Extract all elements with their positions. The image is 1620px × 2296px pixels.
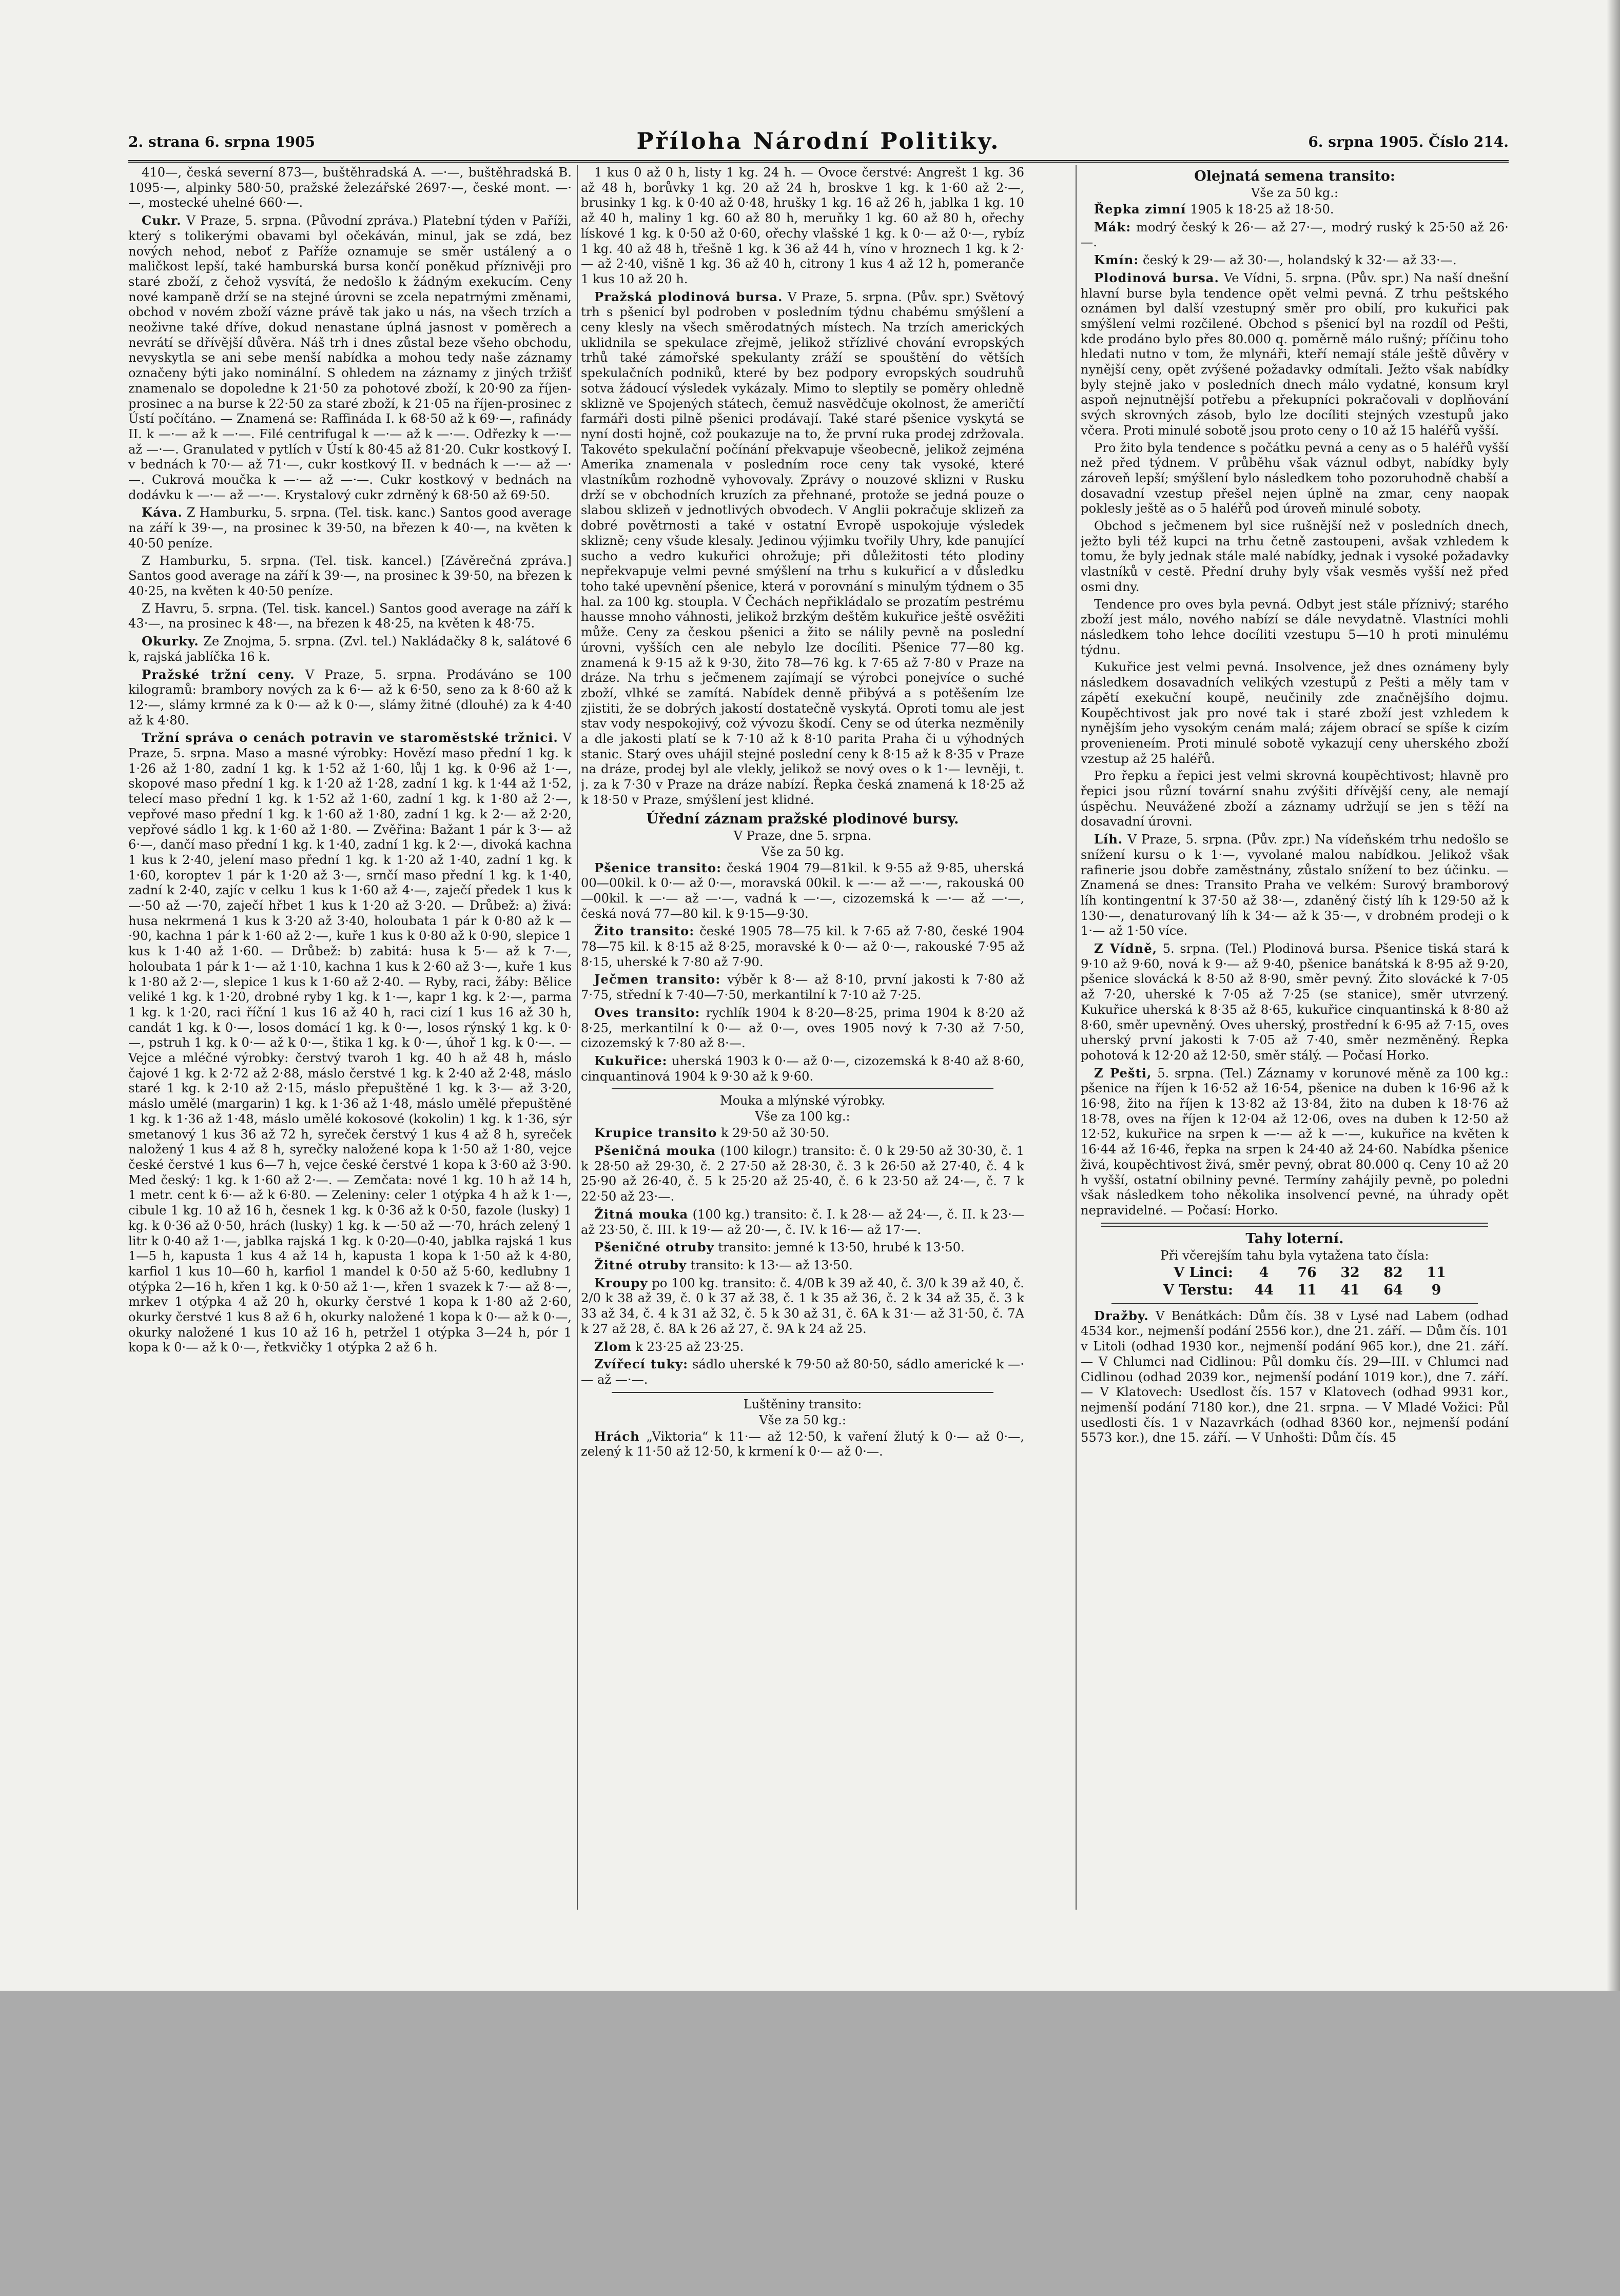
header-right: 6. srpna 1905. Číslo 214. [1308,133,1509,150]
lottery-city: V Terstu: [1163,1282,1233,1298]
article-paragraph [581,1429,1024,1460]
paragraph-lead: Kukuřice: [594,1053,668,1068]
paragraph-text: Ve Vídni, 5. srpna. (Pův. spr.) Na naší dnešní hlavní burse byla tendence opět velmi pevná. Z trhu peštského oznámen byl další vzestupný směr pro obilí, pro kukuřici pak smýšlení velmi rozčilené. Obchod s pšenicí byl na rozdíl od Pešti, kde prodáno bylo přes 80.000 q. poměrně málo rušný; příčinu toho hledati nutno v tom, že mlynáři, kteří nemají stále ještě důvěry v nynější ceny, opět zvýšené požadavky odmítali. Ježto však nabídky byly stejně jako v posledních dnech málo vydatné, konsum kryl aspoň nejnutnější potřebu a překupníci pokračovali v doplňování svých skrovných zásob, bylo lze docíliti stejných vzestupů jako včera. Proti minulé sobotě jsou proto ceny o 10 až 15 haléřů vyšší. [1081,270,1509,438]
header-left: 2. strana 6. srpna 1905 [128,133,316,150]
article-paragraph [581,924,1024,970]
paragraph-text: transito: k 13·— až 13·50. [690,1258,853,1272]
article-paragraph [1081,220,1509,250]
article-paragraph [1081,1308,1509,1446]
paragraph-text: k 29·50 až 30·50. [720,1126,830,1141]
article-paragraph [128,554,572,599]
article-paragraph [128,601,572,632]
article-paragraph [1081,202,1509,218]
lottery-number: 9 [1431,1282,1441,1298]
paragraph-lead: Oves transito: [594,1005,700,1020]
page-edge-shadow [1607,0,1620,1991]
article-paragraph [128,730,572,1356]
article-paragraph [581,165,1024,287]
header-title: Příloha Národní Politiky. [636,128,1001,154]
column-rule [577,165,578,1910]
paragraph-lead: Líh. [1094,832,1123,847]
paragraph-text: Z Havru, 5. srpna. (Tel. tisk. kancel.) Santos good average na září k 43·—, na prosinec k 48·—, na březen k 48·25, na květen k 48·75. [128,601,572,631]
paragraph-lead: Řepka zimní [1094,202,1186,217]
column-3 [1081,165,1509,1910]
lottery-number: 11 [1427,1264,1446,1281]
paragraph-text: (100 kg.) transito: č. I. k 28·— až 24·—, č. II. k 23·— až 23·50, č. III. k 19·— až 20·—, č. IV. k 16·— až 17·—. [581,1207,1024,1237]
paragraph-text: V Praze, 5. srpna. (Pův. spr.) Světový trh s pšenicí byl podroben v posledním týdnu chabému smýšlení a ceny klesly na všech směrodatných místech. Na trzích amerických uklidnila se spekulace zřejmě, jelikož střízlivé chování evropských trhů také zámořské spekulanty zráží se spouštění do větších spekulačních podniků, které by bez podpory evropských soudruhů sotva žádoucí výsledek vykázaly. Mimo to sleptily se poměry ohledně sklizně ve Spojených státech, čemuž nasvědčuje okolnost, že američtí farmáři dosti pilně pšenici prodávají. Také staré pšenice vyskytá se nyní dosti hojně, což poukazuje na to, že první ruka prodej zdržovala. Takovéto spekulační počínání překvapuje všeobecně, jelikož zejména Amerika znamenala v posledním roce ceny tak vysoké, které vlastníkům rozhodně vyhovovaly. Zprávy o nouzové sklizni v Rusku drží se v obchodních kruzích za přehnané, protože se jedná pouze o slabou sklizeň v jednotlivých obvodech. V Anglii pokračuje sklizeň za dobré povětrnosti a také v ostatní Evropě uspokojuje výsledek sklizně; ceny všude klesaly. Jedinou výjimku tvořily Uhry, kde panující sucho a vedro kukuřici ohrožuje; při důležitosti této plodiny nepřekvapuje velmi pevné smýšlení na trhu s kukuřicí a v důsledku toho také upevnění pšenice, která v porovnání s minulým týdnem o 35 hal. za 100 kg. stoupla. V Čechách nepřikládalo se prozatím pestrému hausse mnoho váhnosti, jelikož brzkým deštěm kukuřice ještě osvěžiti může. Ceny za českou pšenici a žito se nálily pevně na poslední úrovni, vyšších cen ale nebylo lze docíliti. Pšenice 77—80 kg. znamená k 9·15 až k 9·30, žito 78—76 kg. k 7·65 až 7·80 v Praze na dráze. Na trhu s ječmenem zajímají se výrobci ponejvíce o suché zboží, vlhké se zamítá. Nabídek denně přibývá a s potěšením lze zjistiti, že se dobrých jakostí dostatečně vyskytá. Oproti tomu ale jest stav vody nespokojivý, což vývozu škodí. Ceny se od úterka nezměnily a dle jakosti platí se k 7·10 až k 8·10 parita Praha či u výhodných stanic. Starý oves uhájil stejné poslední ceny k 8·15 až k 8·35 v Praze na dráze, prodej byl ale vlekly, jelikož se nový oves o k 1·— levněji, t. j. za k 7·30 v Praze na dráze nabízí. Řepka česká znamená k 18·25 až k 18·50 v Praze, smýšlení jest klidné. [581,289,1024,807]
lottery-row [1081,1264,1509,1282]
lottery-number: 82 [1383,1264,1403,1281]
paragraph-text: Obchod s ječmenem byl sice rušnější než v posledních dnech, ježto byli též kupci na trhu četně zastoupeni, avšak vzhledem k tomu, že byly jednak stále malé nabídky, jednak i vysoké požadavky vlastníků v cestě. Přední druhy byly však vesměs vyšší než před osmi dny. [1081,519,1509,594]
section-subheading: Vše za 50 kg.: [1251,186,1338,200]
paragraph-text: Kukuřice jest velmi pevná. Insolvence, jež dnes oznámeny byly následkem dosavadních velikých vzestupů z Pešti a měly tam v zápětí exekuční koupě, neučinily zde značnějšího dojmu. Koupěchtivost jak pro nové tak i staré zboží jest vzhledem k nynějším jeho vysokým cenám malá; zájem obrací se spíše k cizím provenieneím. Proti minulé sobotě vykazují ceny uherského zboží vzestup až 25 haléřů. [1081,660,1509,766]
paragraph-text: sádlo uherské k 79·50 až 80·50, sádlo americké k —·— až —·—. [581,1357,1024,1387]
column-2 [581,165,1024,1910]
article-paragraph [581,1258,1024,1273]
article-paragraph [1081,660,1509,767]
paragraph-text: česká 1904 79—81kil. k 9·55 až 9·85, uherská 00—00kil. k 0·— až 0·—, moravská 00kil. k —·— až —·—, rakouská 00—00kil. k —·— až —·—, vadná k —·—, cizozemská k —·— až —·—, česká nová 77—80 kil. k 9·15—9·30. [581,860,1024,921]
paragraph-text: „Viktoria“ k 11·— až 12·50, k vaření žlutý k 0·— až 0·—, zelený k 11·50 až 12·50, k krmení k 0·— až 0·—. [581,1429,1024,1459]
paragraph-lead: Zlom [594,1339,632,1354]
lottery-number: 11 [1297,1282,1317,1298]
section-subheading: Luštěniny transito: [743,1397,862,1411]
section-divider [1111,1303,1478,1304]
lottery-row [1081,1282,1509,1299]
paragraph-lead: Zvířecí tuky: [594,1357,689,1372]
paragraph-text: (100 kilogr.) transito: č. 0 k 29·50 až 30·30, č. 1 k 28·50 až 29·30, č. 2 27·50 až 28·30, č. 3 k 26·50 až 27·40, č. 4 k 25·90 až 26·40, č. 5 k 25·20 až 25·40, č. 6 k 23·50 až 24·—, č. 7 k 22·50 až 23·—. [581,1144,1024,1204]
paragraph-lead: Mák: [1094,219,1131,234]
lottery-number: 4 [1259,1264,1269,1281]
section-subheading: Vše za 100 kg.: [755,1109,850,1124]
article-paragraph [128,667,572,729]
paragraph-text: V Praze, 5. srpna. Maso a masné výrobky: Hovězí maso přední 1 kg. k 1·26 až 1·80, zadní 1 kg. k 1·52 až 1·60, lůj 1 kg. k 0·96 až 1·—, skopové maso přední 1 kg. k 1·20 až 1·28, zadní 1 kg. k 1·44 až 1·52, telecí maso přední 1 kg. k 1·52 až 1·60, zadní 1 kg. k 1·80 až 2·—, vepřové maso přední 1 kg. k 1·60 až 1·80, zadní 1 kg. k 2·— až 2·20, vepřové sádlo 1 kg. k 1·60 až 1·80. — Zvěřina: Bažant 1 pár k 3·— až 6·—, dančí maso přední 1 kg. k 1·40, zadní 1 kg. k 2·—, divoká kachna 1 kus k 2·40, jelení maso přední 1 kg. k 1·20 až 1·40, zadní 1 kg. k 1·60, koroptev 1 pár k 1·20 až 3·—, srnčí maso přední 1 kg. k 1·40, zadní k 2·40, zajíc v celku 1 kus k 1·60 až 4·—, zaječí předek 1 kus k —·50 až —·70, zaječí hřbet 1 kus k 1·20 až 3·20. — Drůbež: a) živá: husa nekrmená 1 kus k 3·20 až 3·40, holoubata 1 pár k 0·80 až k —·90, kachna 1 pár k 1·60 až 2·—, kuře 1 kus k 0·80 až k 0·90, slepice 1 kus k 1·40 až 1·60. — Drůbež: b) zabitá: husa k 5·— až k 7·—, holoubata 1 pár k 1·— až 1·10, kachna 1 kus k 2·60 až 3·—, kuře 1 kus k 1·80 až 2·—, slepice 1 kus k 1·60 až 2·40. — Ryby, raci, žáby: Bělice veliké 1 kg. k 1·20, drobné ryby 1 kg. k 1·—, kapr 1 kg. k 2·—, parma 1 kg. k 1·20, raci říční 1 kus 16 až 40 h, raci cizí 1 kus 16 až 30 h, candát 1 kg. k 0·—, losos domácí 1 kg. k 0·—, losos rýnský 1 kg. k 0·—, pstruh 1 kg. k 0·— až k 0·—, štika 1 kg. k 0·—, úhoř 1 kg. k 0·—. — Vejce a mléčné výrobky: čerstvý tvaroh 1 kg. 40 h až 48 h, máslo čajové 1 kg. k 2·72 až 2·88, máslo čerstvé 1 kg. k 2·40 až 2·48, máslo staré 1 kg. k 2·10 až 2·15, máslo přepuštěné 1 kg. k 3·— až 3·20, máslo umělé (margarin) 1 kg. k 1·36 až 1·48, máslo umělé přepuštěné 1 kg. k 1·36 až 1·48, máslo umělé kokosové (kokolin) 1 kg. k 1·36, sýr smetanový 1 kus 36 až 72 h, syreček čerstvý 1 kus 4 až 8 h, syreček naložený 1 kus 4 až 8 h, syrečky naložené kopa k 1·50 až 1·80, vejce české čerstvé 1 kus 6—7 h, vejce české čerstvé 1 kopa k 3·60 až 3·90. Med český: 1 kg. k 1·60 až 2·—. — Zemčata: nové 1 kg. 10 h až 14 h, 1 metr. cent k 6·— až k 6·80. — Zeleniny: celer 1 otýpka 4 h až k 1·—, cibule 1 kg. 10 až 16 h, česnek 1 kg. k 0·36 až k 0·50, fazole (lusky) 1 kg. k 0·36 až 0·50, hrách (lusky) 1 kg. k —·50 až —·70, hrách zelený 1 litr k 0·40 až 1·—, jablka rajská 1 kg. k 0·20—0·40, jablka rajská 1 kus 1—5 h, kapusta 1 kus 4 až 14 h, kapusta 1 kopa k 1·50 až k 4·80, karfiol 1 kus 10—60 h, karfiol 1 mandel k 0·50 až 5·60, kedlubny 1 otýpka 2—16 h, křen 1 kg. k 0·50 až 1·—, křen 1 svazek k 7·— až 8·—, mrkev 1 otýpka 4 až 20 h, okurky čerstvé 1 kopa k 1·80 až 2·60, okurky čerstvé 1 kus 8 až 6 h, okurky naložené 1 kopa k 0·— až k 0·—, okurky naložené 1 kus 10 až 16 h, petržel 1 otýpka 3—24 h, pór 1 kopa k 0·— až k 0·—, řetkvičky 1 otýpka 2 až 6 h. [128,731,572,1355]
paragraph-lead: Káva. [142,505,183,520]
column-rule [1076,165,1077,1910]
paragraph-text: V Benátkách: Dům čís. 38 v Lysé nad Labem (odhad 4534 kor., nejmenší podání 2556 kor.), dne 21. září. — Dům čís. 101 v Litoli (odhad 1930 kor., nejmenší podání 965 kor.), dne 21. září. — V Chlumci nad Cidlinou: Půl domku čís. 29—III. v Chlumci nad Cidlinou (odhad 2039 kor., nejmenší podání 1019 kor.), dne 7. září. — V Klatovech: Usedlost čís. 157 v Klatovech (odhad 9931 kor., nejmenší podání 7180 kor.), dne 21. srpna. — V Mladé Vožici: Půl usedlosti čís. 1 v Nazavrkách (odhad 8360 kor., nejmenší podání 5573 kor.), dne 15. září. — V Unhošti: Dům čís. 45 [1081,1308,1509,1445]
section-subheading: Vše za 50 kg.: [759,1412,846,1427]
article-paragraph [581,289,1024,808]
lottery-number: 44 [1254,1282,1274,1298]
paragraph-lead: Žitné otruby [594,1258,687,1272]
paragraph-text: Z Hamburku, 5. srpna. (Tel. tisk. kanc.) Santos good average na září k 39·—, na prosinec k 39·50, na březen k 40·—, na květen k 40·50 peníze. [128,505,572,551]
section-subheading: V Praze, dne 5. srpna. [733,828,872,843]
page-header [128,128,1509,163]
article-paragraph [128,634,572,664]
article-paragraph [128,505,572,551]
paragraph-lead: Pšenice transito: [594,860,722,875]
lottery-city: V Linci: [1174,1264,1233,1281]
lottery-number: 76 [1297,1264,1317,1281]
article-paragraph [1081,941,1509,1064]
paragraph-lead: Dražby. [1094,1308,1149,1323]
article-paragraph [581,1275,1024,1337]
paragraph-text: 1 kus 0 až 0 h, listy 1 kg. 24 h. — Ovoce čerstvé: Angrešt 1 kg. 36 až 48 h, borůvky 1 kg. 20 až 24 h, broskve 1 kg. k 1·60 až 2·—, brusinky 1 kg. k 0·40 až 0·48, hrušky 1 kg. 16 až 26 h, jablka 1 kg. 10 až 40 h, maliny 1 kg. 60 až 80 h, meruňky 1 kg. 60 až 80 h, ořechy lískové 1 kg. k 0·50 až 0·60, ořechy vlašské 1 kg. k 0·— až 0·—, rybíz 1 kg. 40 až 48 h, třešně 1 kg. k 36 až 44 h, víno v hroznech 1 kg. k 2·— až 2·40, višně 1 kg. 36 až 40 h, citrony 1 kus 4 až 12 h, pomeranče 1 kus 10 až 20 h. [581,165,1024,286]
paragraph-lead: Pražské tržní ceny. [142,666,295,682]
article-paragraph [581,1005,1024,1051]
article-paragraph [581,1357,1024,1387]
paragraph-text: Tendence pro oves byla pevná. Odbyt jest stále příznivý; starého zboží jest málo, nového nabízí se dále nevydatně. Vlastníci mohli následkem toho lehce docíliti vzestupu 5—10 h proti minulému týdnu. [1081,597,1509,657]
section-heading: Úřední záznam pražské plodinové bursy. [646,811,959,827]
section-divider [612,1088,993,1089]
paragraph-text: rychlík 1904 k 8·20—8·25, prima 1904 k 8·20 až 8·25, merkantilní k 0·— až 0·—, oves 1905 nový k 7·30 až 7·50, cizozemský k 7·80 až 8·—. [581,1005,1024,1051]
section-divider [612,1392,993,1393]
column-1 [128,165,572,1910]
double-divider [1101,1223,1488,1227]
article-paragraph [581,1339,1024,1355]
paragraph-lead: Pšeničné otruby [594,1240,714,1255]
paragraph-lead: Kroupy [594,1275,648,1290]
paragraph-text: uherská 1903 k 0·— až 0·—, cizozemská k 8·40 až 8·60, cinquantinová 1904 k 9·30 až k 9·60. [581,1053,1024,1084]
paragraph-text: české 1905 78—75 kil. k 7·65 až 7·80, české 1904 78—75 kil. k 8·15 až 8·25, moravské k 0·— až 0·—, rakouské 7·95 až 8·15, uherské k 7·80 až 7·90. [581,924,1024,969]
paragraph-text: 5. srpna. (Tel.) Záznamy v korunové měně za 100 kg.: pšenice na říjen k 16·52 až 16·54, pšenice na duben k 16·96 až k 16·98, žito na říjen k 13·82 až 13·84, žito na duben k 18·76 až 18·78, oves na říjen k 12·04 až 12·06, oves na duben k 12·50 až 12·52, kukuřice na srpen k —·— až k —·—, kukuřice na květen k 16·44 až 16·46, řepka na srpen k 24·40 až 24·60. Nabídka pšenice živá, koupěchtivost živá, směr pevný, obrat 80.000 q. Ceny 10 až 20 h vyšší, ostatní obilniny pevné. Termíny zahájily pevně, po poledni však následkem toho několika insolvencí pevné, na úhrady opět nepravidelné. — Počasí: Horko. [1081,1066,1509,1218]
paragraph-text: 1905 k 18·25 až 18·50. [1190,202,1334,217]
paragraph-text: Pro žito byla tendence s počátku pevná a ceny as o 5 haléřů vyšší než před týdnem. V průběhu však váznul odbyt, nabídky byly zároveň lepší; smýšlení bylo následkem toho pozoruhodně chabší a dosavadní vzestup přešel nejen úplně na zmar, ceny naopak poklesly ještě as o 5 haléřů pod úroveň minulé soboty. [1081,440,1509,516]
article-paragraph [581,860,1024,922]
paragraph-lead: Krupice transito [594,1125,717,1141]
paragraph-text: 5. srpna. (Tel.) Plodinová bursa. Pšenice tiská stará k 9·10 až 9·60, nová k 9·— až 9·40, pšenice banátská k 8·95 až 9·20, pšenice slovácká k 8·50 až 8·90, směr pevný. Žito slovácké k 7·05 až 7·20, uherské k 7·05 až 7·25 (se stanice), směr utvrzený. Kukuřice uherská k 8·35 až 8·65, kukuřice cinquantinská k 8·80 až 8·60, směr upevněný. Oves uherský, prostřední k 6·95 až 7·15, oves uherský první jakosti k 7·05 až 7·40, směr nezměněný. Řepka pohotová k 12·20 až 12·50, směr stálý. — Počasí Horko. [1081,941,1509,1063]
paragraph-lead: Okurky. [142,634,199,649]
paragraph-text: po 100 kg. transito: č. 4/0B k 39 až 40, č. 3/0 k 39 až 40, č. 2/0 k 38 až 39, č. 0 k 37 až 38, č. 1 k 35 až 36, č. 2 k 34 až 35, č. 3 k 33 až 34, č. 4 k 31 až 32, č. 5 k 30 až 31, č. 6A k 31·— až 31·50, č. 7A k 27 až 28, č. 8A k 26 až 27, č. 9A k 24 až 25. [581,1275,1024,1336]
article-paragraph [128,213,572,503]
paragraph-lead: Z Vídně, [1094,941,1158,956]
article-paragraph [1081,832,1509,939]
article-paragraph [581,972,1024,1003]
paragraph-text: V Praze, 5. srpna. Prodáváno se 100 kilogramů: brambory nových za k 6·— až k 6·50, seno za k 8·60 až k 12·—, slámy krmné za k 0·— až k 0·—, slámy žitné (dlouhé) za k 4·40 až k 4·80. [128,667,572,728]
paragraph-lead: Tržní správa o cenách potravin ve staroměstské tržnici. [142,730,558,745]
section-subheading: Mouka a mlýnské výrobky. [720,1093,885,1108]
paragraph-text: transito: jemné k 13·50, hrubé k 13·50. [718,1240,965,1255]
article-paragraph [1081,441,1509,517]
paragraph-lead: Cukr. [142,213,182,228]
article-paragraph [1081,270,1509,439]
paragraph-lead: Hrách [594,1428,640,1444]
paragraph-lead: Pšeničná mouka [594,1143,716,1159]
paragraph-text: Ze Znojma, 5. srpna. (Zvl. tel.) Nakládačky 8 k, salátové 6 k, rajská jablíčka 16 k. [128,634,572,664]
article-paragraph [581,1207,1024,1238]
paragraph-lead: Pražská plodinová bursa. [594,289,783,304]
lottery-number: 32 [1340,1264,1360,1281]
paragraph-text: 410—, česká severní 873—, buštěhradská A. —·—, buštěhradská B. 1095·—, alpinky 580·50, pražské železářské 2697·—, české mont. —·—, mostecké uhelné 660·—. [128,165,572,210]
paragraph-lead: Plodinová bursa. [1094,270,1219,285]
lottery-number: 41 [1340,1282,1360,1298]
section-heading: Olejnatá semena transito: [1194,168,1395,184]
article-paragraph [1081,769,1509,830]
paragraph-lead: Žitná mouka [594,1206,689,1222]
article-paragraph [581,1053,1024,1084]
article-paragraph [1081,597,1509,658]
paragraph-text: Pro řepku a řepici jest velmi skrovná koupěchtivost; hlavně pro řepici jsou různí tovární snahu zvýšiti dřívější ceny, ale nemají úspěchu. Neuvážené zboží a záznamy udržují se jen s těží na dosavadní úrovni. [1081,769,1509,829]
paragraph-text: český k 29·— až 30·—, holandský k 32·— až 33·—. [1143,253,1457,268]
section-heading: Tahy loterní. [1245,1230,1344,1247]
paragraph-lead: Kmín: [1094,252,1139,268]
article-paragraph [1081,1066,1509,1219]
article-paragraph [128,165,572,211]
paragraph-text: V Praze, 5. srpna. (Pův. zpr.) Na vídeňském trhu nedošlo se snížení kursu o k 1·—, vyvolané malou nabídkou. Jelikož však rafinerie jsou dobře zaměstnány, zůstalo snížení to bez účinku. — Znamená se dnes: Transito Praha ve velkém: Surový bramborový líh kontingentní k 37·50 až 38·—, zdaněný čistý líh k 129·50 až k 130·—, denaturovaný líh k 34·— až k 35·—, v drobném prodeji o k 1·— až 1·50 více. [1081,832,1509,938]
section-subheading: Vše za 50 kg. [761,844,844,859]
paragraph-text: modrý český k 26·— až 27·—, modrý ruský k 25·50 až 26·—. [1081,220,1509,250]
paragraph-text: výběr k 8·— až 8·10, první jakosti k 7·80 až 7·75, střední k 7·40—7·50, merkantilní k 7·10 až 7·25. [581,972,1024,1003]
paragraph-text: V Praze, 5. srpna. (Původní zpráva.) Platební týden v Paříži, který s tolikerými obavami byl očekáván, minul, jak se zdá, bez nových nehod, neboť z Paříže oznamuje se směr ustálený a o maličkost lepší, také hamburská bursa končí poněkud příznivěji pro staré zboží, z čehož vysvítá, že nedošlo k žádným exekucím. Ceny nové kampaně drží se na stejné úrovni se zcela nepatrnými změnami, obchod v novém zboží vázne právě tak jako u nás, na všech trzích a neoživne také dříve, dokud nenastane úplná jasnost v poměrech a nevrátí se dřívější důvěra. Náš trh i dnes zůstal beze všeho obchodu, nevyskytla se ani sebe menší nabídka a mohou tedy naše záznamy označeny býti jako nominální. S ohledem na záznamy z jiných tržišť znamenalo se dopoledne k 21·50 za pohotové zboží, k 20·90 za říjen-prosinec a na burse k 22·50 za staré zboží, k 21·05 na říjen-prosinec z Ústí počítáno. — Znamená se: Raffináda I. k 68·50 až k 69·—, rafinády II. k —·— až k —·—. Filé centrifugal k —·— až k —·—. Odřezky k —·— až —·—. Granulated v pytlích v Ústí k 80·45 až 81·20. Cukr kostkový I. v bednách k 70·— až 71·—, cukr kostkový II. v bednách k —·— až —·—. Cukrová moučka k —·— až —·—. Cukr kostkový v bednách na dodávku k —·— až —·—. Krystalový cukr zdrněný k 68·50 až 69·50. [128,213,572,502]
article-paragraph [581,1143,1024,1205]
paragraph-lead: Žito transito: [594,924,695,939]
paragraph-lead: Z Pešti, [1094,1065,1152,1081]
article-paragraph [1081,519,1509,595]
article-paragraph [581,1240,1024,1255]
paragraph-lead: Ječmen transito: [594,972,721,987]
article-paragraph [581,1125,1024,1141]
paragraph-text: Z Hamburku, 5. srpna. (Tel. tisk. kancel.) [Závěrečná zpráva.] Santos good average na září k 39·—, na prosinec k 39·50, na březen k 40·25, na květen k 40·50 peníze. [128,553,572,598]
lottery-number: 64 [1383,1282,1403,1298]
section-subheading: Při včerejším tahu byla vytažena tato čísla: [1160,1248,1429,1263]
paragraph-text: k 23·25 až 23·25. [635,1339,744,1354]
article-paragraph [1081,252,1509,268]
